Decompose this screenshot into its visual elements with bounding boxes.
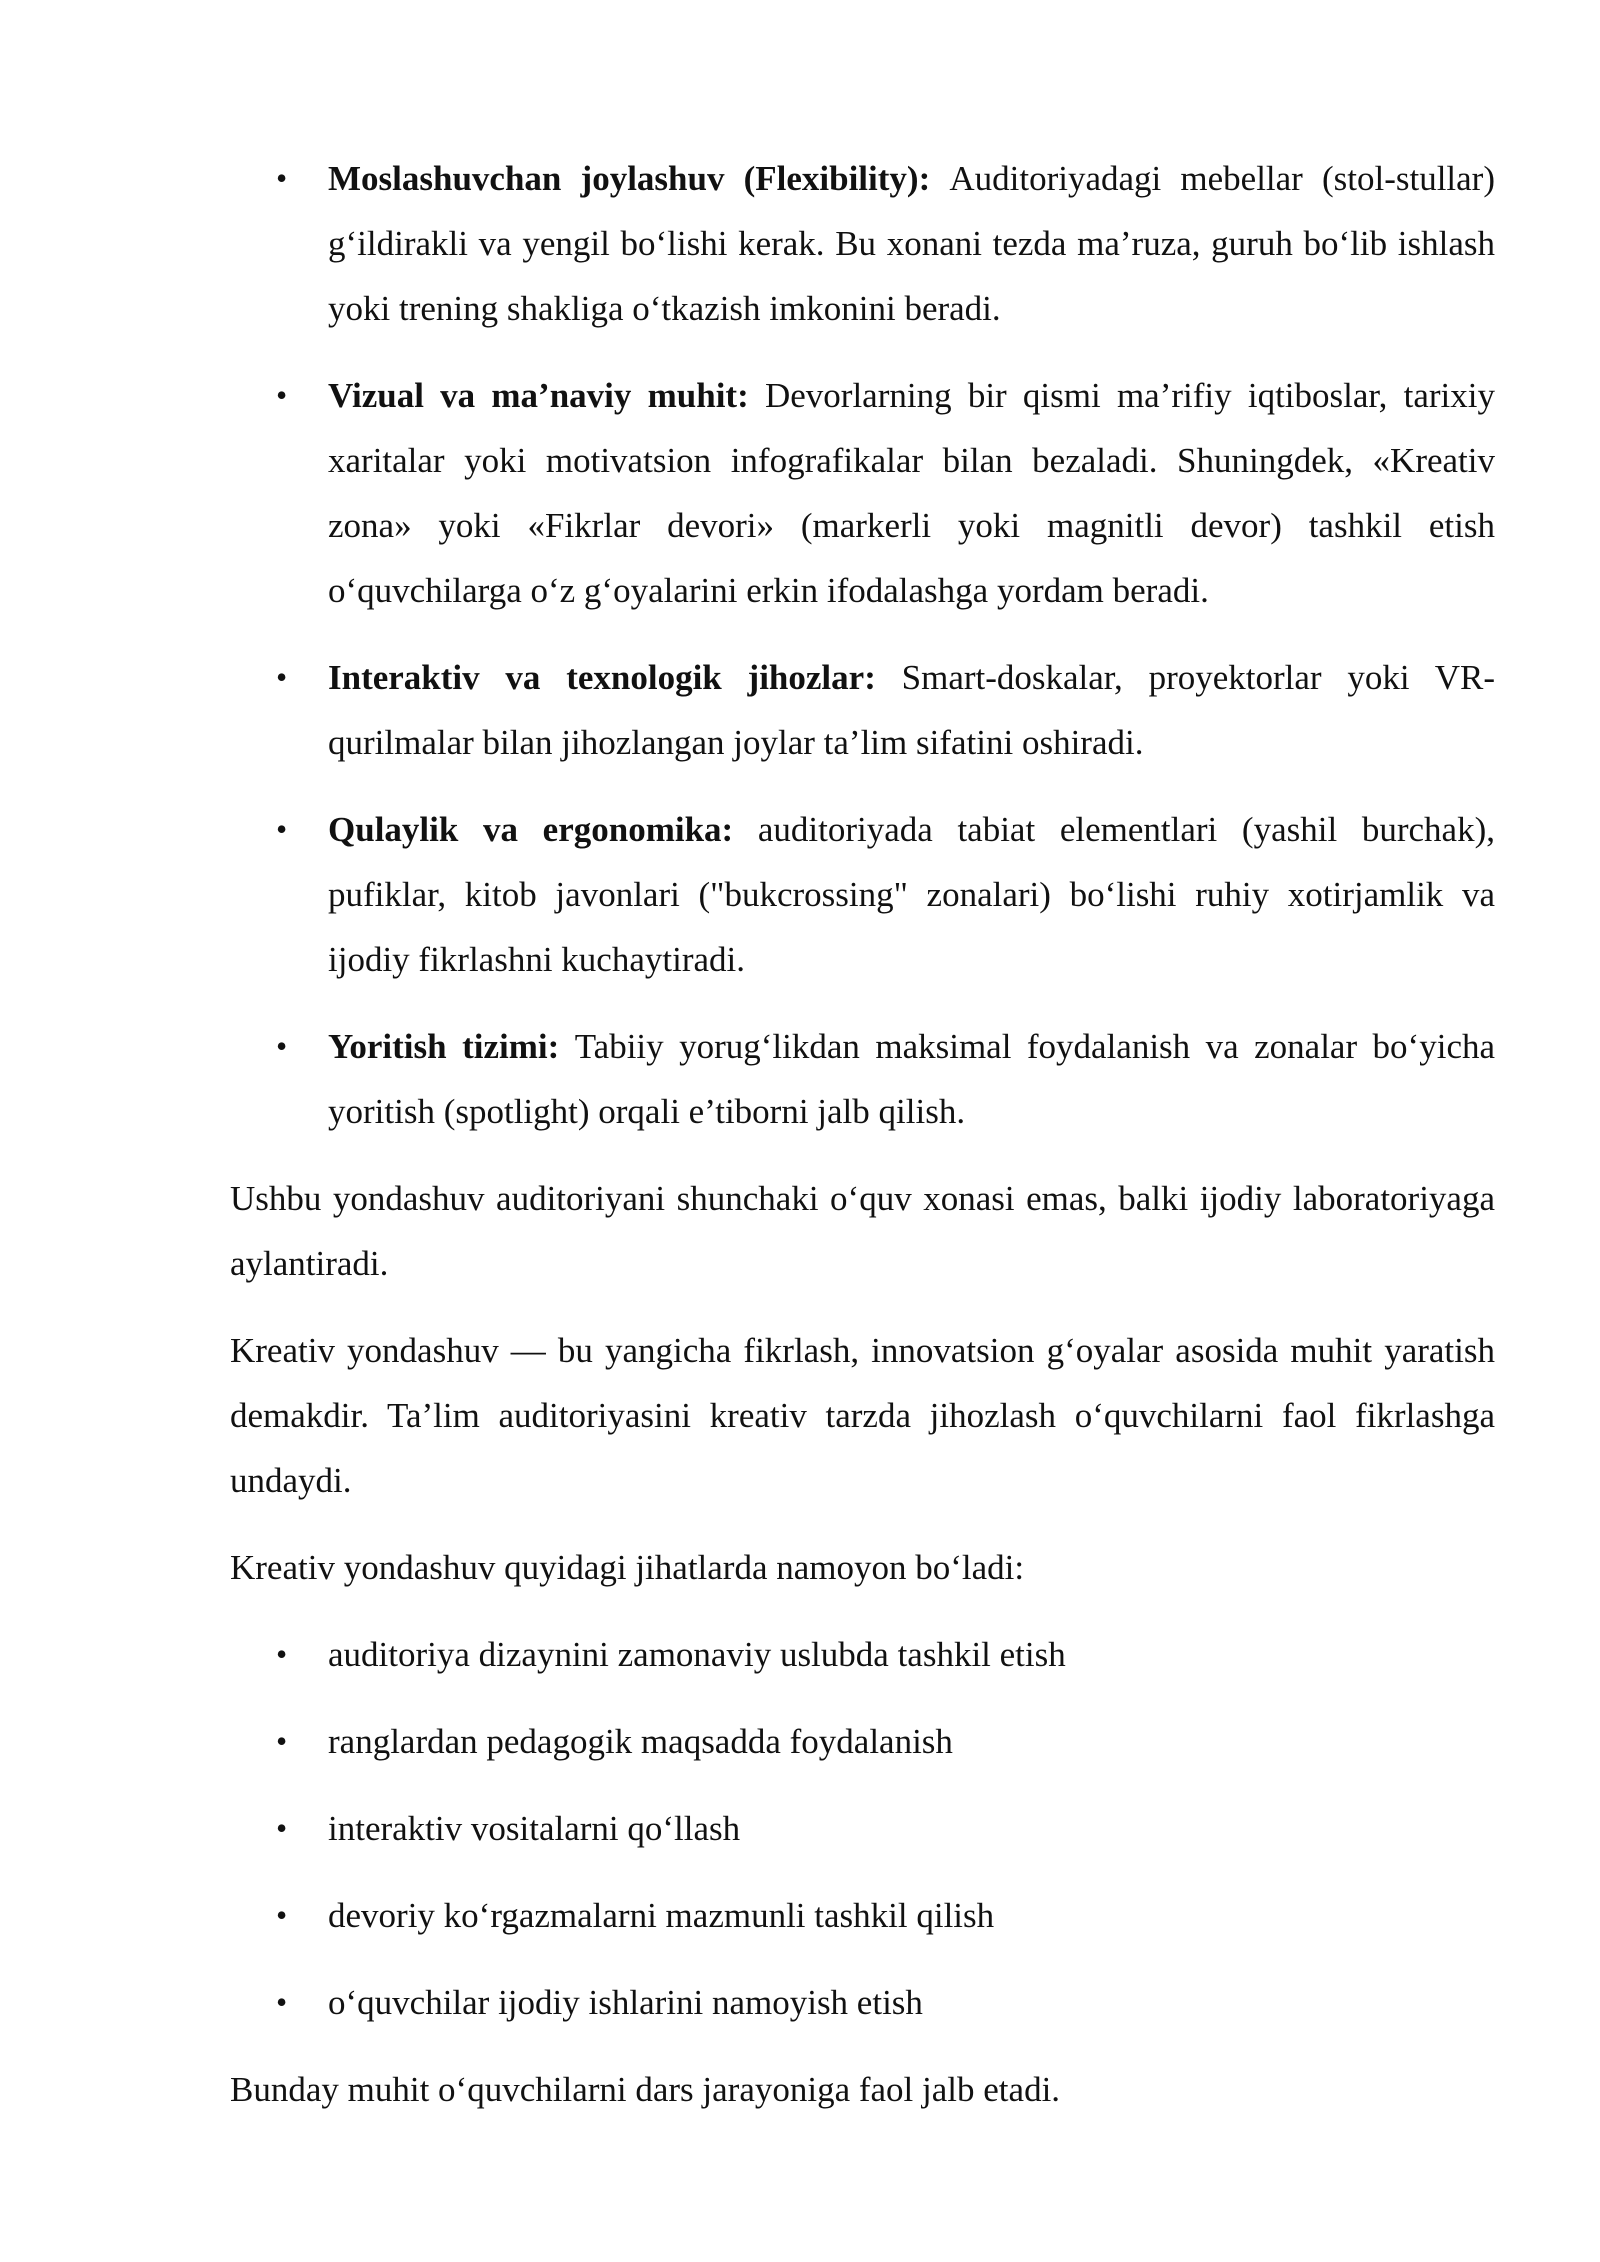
feature-item: [230, 363, 1495, 623]
feature-item: [230, 645, 1495, 775]
feature-term: Yoritish tizimi:: [328, 1027, 575, 1066]
feature-term: Interaktiv va texnologik jihozlar:: [328, 658, 902, 697]
bullet-icon: •: [276, 1636, 288, 1672]
feature-list: [230, 146, 1495, 1144]
feature-item: [230, 797, 1495, 992]
feature-text: Auditoriyadagi mebellar (stol-stullar) g‘ildirakli va yengil bo‘lishi kerak. Bu xonani tezda ma’ruza, guruh bo‘lib ishlash yoki trening shakliga o‘tkazish imkonini beradi.: [328, 159, 1495, 328]
aspect-item: [230, 1883, 1495, 1948]
bullet-icon: •: [276, 1723, 288, 1759]
bullet-icon: •: [276, 1897, 288, 1933]
feature-item: [230, 146, 1495, 341]
paragraph-approach: Ushbu yondashuv auditoriyani shunchaki o‘quv xonasi emas, balki ijodiy laboratoriyaga aylantiradi.: [230, 1179, 1495, 1283]
bullet-icon: •: [276, 160, 288, 196]
bullet-icon: •: [276, 659, 288, 695]
feature-text: auditoriyada tabiat elementlari (yashil burchak), pufiklar, kitob javonlari ("bukcrossing" zonalari) bo‘lishi ruhiy xotirjamlik va ijodiy fikrlashni kuchaytiradi.: [328, 810, 1495, 979]
feature-text: Devorlarning bir qismi ma’rifiy iqtiboslar, tarixiy xaritalar yoki motivatsion infografikalar bilan bezaladi. Shuningdek, «Kreativ zona» yoki «Fikrlar devori» (markerli yoki magnitli devor) tashkil etish o‘quvchilarga o‘z g‘oyalarini erkin ifodalashga yordam beradi.: [328, 376, 1496, 610]
feature-term: Qulaylik va ergonomika:: [328, 810, 758, 849]
aspects-list: [230, 1622, 1495, 2035]
aspect-text: devoriy ko‘rgazmalarni mazmunli tashkil qilish: [328, 1896, 995, 1935]
aspect-item: [230, 1796, 1495, 1861]
aspect-text: o‘quvchilar ijodiy ishlarini namoyish etish: [328, 1983, 923, 2022]
feature-term: Vizual va ma’naviy muhit:: [328, 376, 765, 415]
bullet-icon: •: [276, 1810, 288, 1846]
paragraph-creative-definition: Kreativ yondashuv — bu yangicha fikrlash, innovatsion g‘oyalar asosida muhit yaratish demakdir. Ta’lim auditoriyasini kreativ tarzda jihozlash o‘quvchilarni faol fikrlashga undaydi.: [230, 1331, 1495, 1500]
aspect-text: ranglardan pedagogik maqsadda foydalanish: [328, 1722, 953, 1761]
aspect-text: auditoriya dizaynini zamonaviy uslubda tashkil etish: [328, 1635, 1066, 1674]
bullet-icon: •: [276, 1028, 288, 1064]
feature-text: Tabiiy yorug‘likdan maksimal foydalanish va zonalar bo‘yicha yoritish (spotlight) orqali e’tiborni jalb qilish.: [328, 1027, 1496, 1131]
document-page: [230, 146, 1495, 2144]
aspect-text: interaktiv vositalarni qo‘llash: [328, 1809, 741, 1848]
paragraph-aspects-intro: Kreativ yondashuv quyidagi jihatlarda namoyon bo‘ladi:: [230, 1548, 1025, 1587]
aspect-item: [230, 1709, 1495, 1774]
bullet-icon: •: [276, 811, 288, 847]
feature-item: [230, 1014, 1495, 1144]
bullet-icon: •: [276, 377, 288, 413]
feature-term: Moslashuvchan joylashuv (Flexibility):: [328, 159, 950, 198]
aspect-item: [230, 1970, 1495, 2035]
aspect-item: [230, 1622, 1495, 1687]
paragraph-conclusion: Bunday muhit o‘quvchilarni dars jarayoniga faol jalb etadi.: [230, 2070, 1061, 2109]
feature-text: Smart-doskalar, proyektorlar yoki VR-qurilmalar bilan jihozlangan joylar ta’lim sifatini oshiradi.: [328, 658, 1495, 762]
bullet-icon: •: [276, 1984, 288, 2020]
